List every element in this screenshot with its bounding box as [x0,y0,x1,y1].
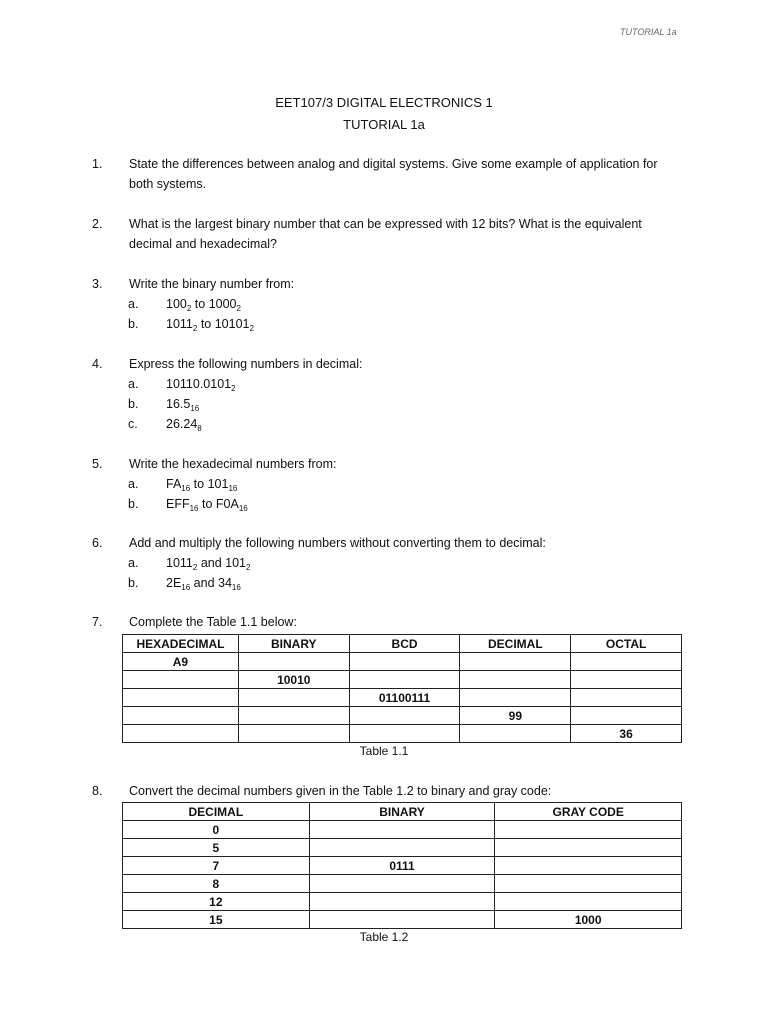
table-cell [571,689,682,707]
column-header: DECIMAL [123,803,310,821]
table-cell [571,671,682,689]
question-number: 3. [92,277,103,291]
table-cell [571,707,682,725]
table-row [123,857,682,875]
tutorial-title: TUTORIAL 1a [343,117,425,132]
table-row [123,821,682,839]
table-cell [309,911,495,929]
table-cell: A9 [123,653,239,671]
table-cell [123,725,239,743]
table-cell [309,839,495,857]
table-cell: 01100111 [349,689,460,707]
question-text: Convert the decimal numbers given in the Table 1.2 to binary and gray code: [129,784,552,798]
column-header: GRAY CODE [495,803,682,821]
table-row [123,653,682,671]
part-value: $1011_2$ and $101_2$ [166,556,251,572]
question-text: Write the binary number from: [129,277,295,291]
question-text: What is the largest binary number that can be expressed with 12 bits? What is the equivalent decimal and hexadecimal? [129,217,642,251]
question-number: 2. [92,217,103,231]
table-cell [495,857,682,875]
part-label: a. [128,477,139,491]
part-value: $EFF_{16}$ to $F0A_{16}$ [166,497,248,513]
part-value: $100_2$ to $1000_2$ [166,297,241,313]
part-label: b. [128,497,139,511]
part-value: $FA_{16}$ to $101_{16}$ [166,477,238,493]
table-cell [238,689,349,707]
table-cell [460,671,571,689]
part-label: a. [128,377,139,391]
question-number: 7. [92,615,103,629]
question-number: 1. [92,157,103,171]
part-label: c. [128,417,138,431]
table-cell: 12 [123,893,310,911]
table-cell: 99 [460,707,571,725]
table-cell [571,653,682,671]
column-header: BINARY [309,803,495,821]
table-cell [123,707,239,725]
table-caption-1-2: Table 1.2 [359,930,409,944]
conversion-table-1-2 [122,802,682,929]
question-number: 5. [92,457,103,471]
table-cell: 7 [123,857,310,875]
column-header: OCTAL [571,635,682,653]
table-row [123,689,682,707]
question-number: 8. [92,784,103,798]
table-header-row [123,803,682,821]
table-cell: 0 [123,821,310,839]
table-cell [123,671,239,689]
part-label: b. [128,576,139,590]
question-number: 6. [92,536,103,550]
table-cell [238,707,349,725]
question-text: Express the following numbers in decimal: [129,357,363,371]
part-label: b. [128,397,139,411]
table-cell [495,839,682,857]
table-row [123,707,682,725]
table-header-row [123,635,682,653]
table-cell [349,707,460,725]
table-row [123,725,682,743]
question-number: 4. [92,357,103,371]
table-cell [349,671,460,689]
question-text: Write the hexadecimal numbers from: [129,457,337,471]
table-cell [309,875,495,893]
part-value: $26.24_8$ [166,417,202,433]
table-cell: 0111 [309,857,495,875]
part-label: a. [128,297,139,311]
table-cell [238,725,349,743]
part-value: $2E_{16}$ and $34_{16}$ [166,576,241,592]
column-header: HEXADECIMAL [123,635,239,653]
table-cell: 8 [123,875,310,893]
table-cell: 36 [571,725,682,743]
running-header: TUTORIAL 1a [620,27,677,37]
table-cell [238,653,349,671]
table-row [123,671,682,689]
conversion-table-1-1 [122,634,682,743]
question-text: Add and multiply the following numbers without converting them to decimal: [129,536,546,550]
question-text: Complete the Table 1.1 below: [129,615,297,629]
column-header: BCD [349,635,460,653]
table-row [123,839,682,857]
table-row [123,911,682,929]
course-title: EET107/3 DIGITAL ELECTRONICS 1 [275,95,493,110]
table-cell [460,689,571,707]
part-value: $10110.0101_2$ [166,377,236,393]
table-cell [309,821,495,839]
table-cell: 10010 [238,671,349,689]
table-cell [349,653,460,671]
table-row [123,875,682,893]
column-header: BINARY [238,635,349,653]
part-value: $16.5_{16}$ [166,397,200,413]
table-cell [495,875,682,893]
table-cell [349,725,460,743]
table-cell: 1000 [495,911,682,929]
table-cell [309,893,495,911]
table-cell [460,725,571,743]
part-label: a. [128,556,139,570]
table-cell [495,821,682,839]
part-label: b. [128,317,139,331]
table-cell: 5 [123,839,310,857]
column-header: DECIMAL [460,635,571,653]
table-cell [460,653,571,671]
question-text: State the differences between analog and digital systems. Give some example of application for both systems. [129,157,658,191]
part-value: $1011_2$ to $10101_2$ [166,317,254,333]
table-cell: 15 [123,911,310,929]
table-row [123,893,682,911]
table-cell [123,689,239,707]
table-caption-1-1: Table 1.1 [359,744,409,758]
table-cell [495,893,682,911]
